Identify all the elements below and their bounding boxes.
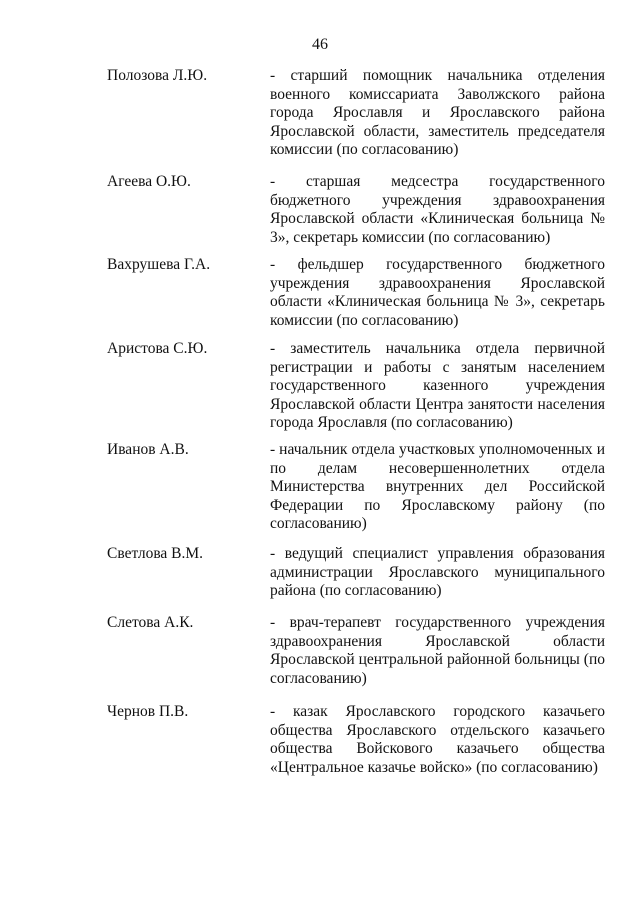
- member-name: Слетова А.К.: [107, 614, 194, 631]
- member-description: - заместитель начальника отдела первичной регистрации и работы с занятым населением государственного казенного учреждения Ярославской области Центра занятости населения города Ярославля (по согласованию): [270, 340, 605, 432]
- member-description: - старшая медсестра государственного бюджетного учреждения здравоохранения Ярославской области «Клиническая больница № 3», секретарь комиссии (по согласованию): [270, 173, 605, 246]
- member-description: - фельдшер государственного бюджетного учреждения здравоохранения Ярославской области «Клиническая больница № 3», секретарь комиссии (по согласованию): [270, 256, 605, 329]
- member-name: Вахрушева Г.А.: [107, 256, 211, 273]
- member-name: Аристова С.Ю.: [107, 340, 208, 357]
- member-description: - ведущий специалист управления образования администрации Ярославского муниципального района (по согласованию): [270, 545, 605, 600]
- member-name: Полозова Л.Ю.: [107, 67, 208, 84]
- member-description: - казак Ярославского городского казачьего общества Ярославского отдельского казачьего общества Войскового казачьего общества «Центральное казачье войско» (по согласованию): [270, 703, 605, 776]
- member-description: - начальник отдела участковых уполномоченных и по делам несовершеннолетних отдела Министерства внутренних дел Российской Федерации по Ярославскому району (по согласованию): [270, 441, 605, 533]
- page-number: 46: [312, 36, 328, 53]
- member-description: - врач-терапевт государственного учреждения здравоохранения Ярославской области Ярославской центральной районной больницы (по согласованию): [270, 614, 605, 687]
- member-name: Чернов П.В.: [107, 703, 189, 720]
- member-description: - старший помощник начальника отделения военного комиссариата Заволжского района города Ярославля и Ярославского района Ярославской области, заместитель председателя комиссии (по согласованию): [270, 67, 605, 159]
- member-name: Светлова В.М.: [107, 545, 204, 562]
- member-name: Иванов А.В.: [107, 441, 189, 458]
- member-name: Агеева О.Ю.: [107, 173, 191, 190]
